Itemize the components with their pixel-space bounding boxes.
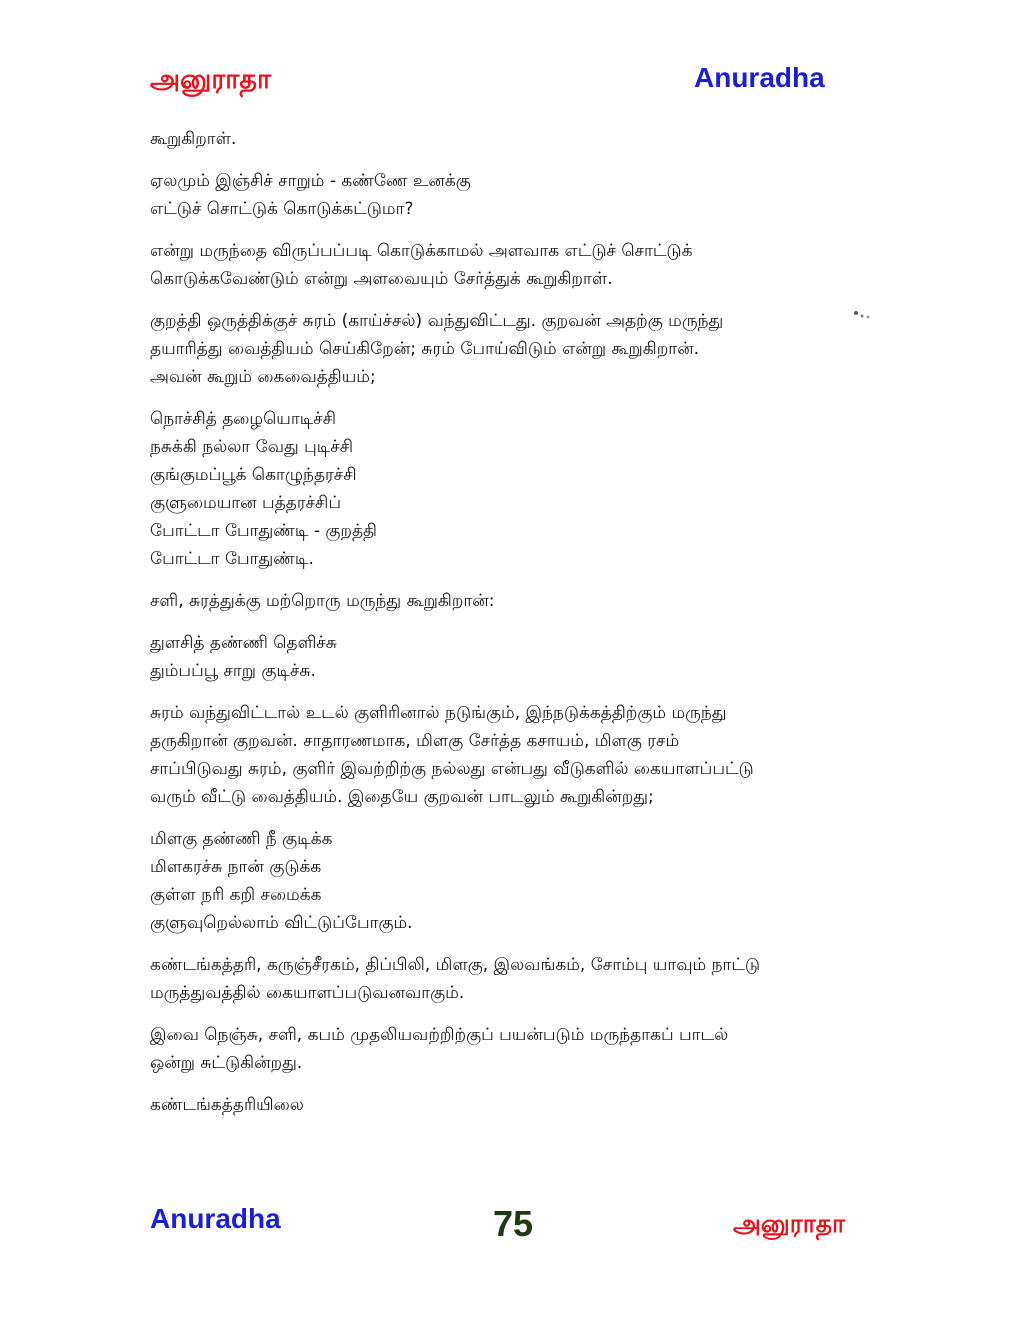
text-line: குளுவுறெல்லாம் விட்டுப்போகும்.: [150, 913, 413, 933]
text-line: என்று மருந்தை விருப்பப்படி கொடுக்காமல் அளவாக எட்டுச் சொட்டுக்: [150, 241, 693, 261]
paragraph: [150, 237, 880, 293]
text-line: இவை நெஞ்சு, சளி, கபம் முதலியவற்றிற்குப் பயன்படும் மருந்தாகப் பாடல்: [150, 1025, 729, 1045]
text-line: போட்டா போதுண்டி.: [150, 549, 314, 569]
text-line: தருகிறான் குறவன். சாதாரணமாக, மிளகு சேர்த்த கசாயம், மிளகு ரசம்: [150, 731, 680, 751]
text-line: எட்டுச் சொட்டுக் கொடுக்கட்டுமா?: [150, 199, 414, 219]
text-line: குள்ள நரி கறி சமைக்க: [150, 885, 322, 905]
text-line: தும்பப்பூ சாறு குடிச்சு.: [150, 661, 316, 681]
header-title-english: Anuradha: [694, 62, 825, 93]
text-line: மிளகரச்சு நான் குடுக்க: [150, 857, 322, 877]
paragraph: [150, 825, 880, 937]
text-line: மிளகு தண்ணி நீ குடிக்க: [150, 829, 333, 849]
paragraph: [150, 405, 880, 573]
text-line: குளுமையான பத்தரச்சிப்: [150, 493, 342, 513]
text-line: சாப்பிடுவது சுரம், குளிர் இவற்றிற்கு நல்லது என்பது வீடுகளில் கையாளப்பட்டு: [150, 759, 754, 779]
footer-title-tamil: அனுராதா: [733, 1209, 846, 1238]
header-title-tamil: அனுராதா: [150, 64, 272, 95]
text-line: வரும் வீட்டு வைத்தியம். இதையே குறவன் பாடலும் கூறுகின்றது;: [150, 787, 654, 807]
text-line: சளி, சுரத்துக்கு மற்றொரு மருந்து கூறுகிறான்:: [150, 591, 495, 611]
paragraph: [150, 1021, 880, 1077]
paragraph: [150, 699, 880, 811]
paragraph: [150, 951, 880, 1007]
text-line: ஏலமும் இஞ்சிச் சாறும் - கண்ணே உனக்கு: [150, 171, 471, 191]
text-line: கொடுக்கவேண்டும் என்று அளவையும் சேர்த்துக் கூறுகிறாள்.: [150, 269, 613, 289]
paragraph: [150, 307, 880, 391]
paragraph: [150, 629, 880, 685]
text-line: சுரம் வந்துவிட்டால் உடல் குளிரினால் நடுங்கும், இந்நடுக்கத்திற்கும் மருந்து: [150, 703, 727, 723]
text-line: போட்டா போதுண்டி - குறத்தி: [150, 521, 377, 541]
text-line: நசுக்கி நல்லா வேது புடிச்சி: [150, 437, 354, 457]
paragraph: [150, 167, 880, 223]
text-line: கூறுகிறாள்.: [150, 129, 237, 149]
footer-title-english: Anuradha: [150, 1203, 281, 1234]
text-line: கண்டங்கத்தரியிலை: [150, 1095, 304, 1115]
text-line: துளசித் தண்ணி தெளிச்சு: [150, 633, 337, 653]
paragraph: [150, 125, 880, 153]
text-line: குறத்தி ஒருத்திக்குச் சுரம் (காய்ச்சல்) வந்துவிட்டது. குறவன் அதற்கு மருந்து: [150, 311, 724, 331]
page-body: [150, 125, 880, 1133]
page-number: 75: [493, 1203, 534, 1244]
text-line: ஒன்று சுட்டுகின்றது.: [150, 1053, 303, 1073]
text-line: கண்டங்கத்தரி, கருஞ்சீரகம், திப்பிலி, மிளகு, இலவங்கம், சோம்பு யாவும் நாட்டு: [150, 955, 761, 975]
paragraph: [150, 587, 880, 615]
text-line: மருத்துவத்தில் கையாளப்படுவனவாகும்.: [150, 983, 465, 1003]
paragraph: [150, 1091, 880, 1119]
text-line: குங்குமப்பூக் கொழுந்தரச்சி: [150, 465, 357, 485]
text-line: அவன் கூறும் கைவைத்தியம்;: [150, 367, 376, 387]
text-line: நொச்சித் தழையொடிச்சி: [150, 409, 337, 429]
text-line: தயாரித்து வைத்தியம் செய்கிறேன்; சுரம் போய்விடும் என்று கூறுகிறான்.: [150, 339, 700, 359]
